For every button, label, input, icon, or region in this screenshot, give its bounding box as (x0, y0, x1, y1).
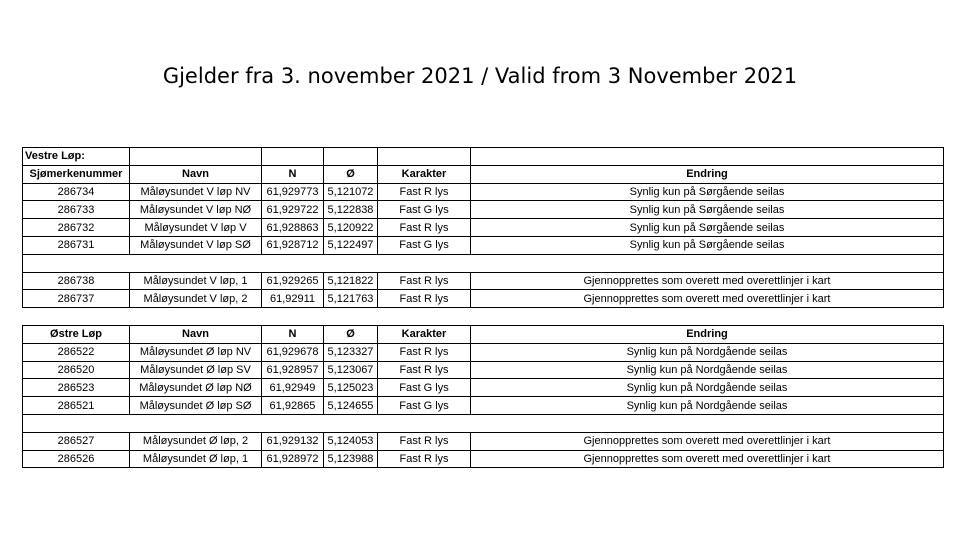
table-row (23, 272, 944, 290)
endring-cell: Synlig kun på Nordgående seilas (471, 397, 944, 415)
karakter-cell: Fast G lys (378, 201, 471, 219)
o-cell: 5,123327 (324, 343, 378, 361)
id-cell: 286523 (23, 379, 130, 397)
o-cell: 5,122838 (324, 201, 378, 219)
column-header-endring: Endring (471, 325, 944, 343)
karakter-cell: Fast R lys (378, 219, 471, 237)
table-row (23, 379, 944, 397)
name-cell: Måløysundet V løp SØ (130, 236, 262, 254)
o-cell: 5,121822 (324, 272, 378, 290)
empty-cell (262, 308, 324, 326)
endring-cell: Synlig kun på Sørgående seilas (471, 219, 944, 237)
table-row (23, 201, 944, 219)
karakter-cell: Fast G lys (378, 236, 471, 254)
column-header-id: Østre Løp (23, 325, 130, 343)
name-cell: Måløysundet V løp NØ (130, 201, 262, 219)
karakter-cell: Fast G lys (378, 379, 471, 397)
name-cell: Måløysundet Ø løp NØ (130, 379, 262, 397)
empty-cell (262, 414, 324, 432)
empty-cell (324, 254, 378, 272)
spacer-row (23, 414, 944, 432)
id-cell: 286526 (23, 450, 130, 468)
column-header-name: Navn (130, 165, 262, 183)
id-cell: 286734 (23, 183, 130, 201)
empty-cell (130, 308, 262, 326)
empty-cell (130, 148, 262, 166)
karakter-cell: Fast R lys (378, 290, 471, 308)
id-cell: 286521 (23, 397, 130, 415)
empty-cell (471, 308, 944, 326)
empty-cell (471, 254, 944, 272)
empty-cell (262, 254, 324, 272)
id-cell: 286733 (23, 201, 130, 219)
id-cell: 286520 (23, 361, 130, 379)
column-header-n: N (262, 325, 324, 343)
column-header-karakter: Karakter (378, 325, 471, 343)
o-cell: 5,124053 (324, 432, 378, 450)
name-cell: Måløysundet Ø løp, 1 (130, 450, 262, 468)
header-row (23, 325, 944, 343)
empty-cell (471, 148, 944, 166)
name-cell: Måløysundet V løp NV (130, 183, 262, 201)
n-cell: 61,928863 (262, 219, 324, 237)
table-row (23, 183, 944, 201)
table-row (23, 290, 944, 308)
empty-cell (23, 254, 130, 272)
name-cell: Måløysundet V løp V (130, 219, 262, 237)
section-label-row (23, 148, 944, 166)
spacer-row (23, 308, 944, 326)
id-cell: 286737 (23, 290, 130, 308)
table-body (23, 148, 944, 468)
n-cell: 61,928957 (262, 361, 324, 379)
empty-cell (324, 414, 378, 432)
table-row (23, 361, 944, 379)
endring-cell: Synlig kun på Sørgående seilas (471, 183, 944, 201)
karakter-cell: Fast R lys (378, 432, 471, 450)
column-header-name: Navn (130, 325, 262, 343)
karakter-cell: Fast R lys (378, 450, 471, 468)
empty-cell (130, 414, 262, 432)
id-cell: 286527 (23, 432, 130, 450)
endring-cell: Gjennopprettes som overett med overettlinjer i kart (471, 450, 944, 468)
o-cell: 5,121763 (324, 290, 378, 308)
table-row (23, 343, 944, 361)
name-cell: Måløysundet Ø løp SV (130, 361, 262, 379)
endring-cell: Gjennopprettes som overett med overettlinjer i kart (471, 272, 944, 290)
o-cell: 5,123067 (324, 361, 378, 379)
empty-cell (23, 308, 130, 326)
id-cell: 286732 (23, 219, 130, 237)
n-cell: 61,929678 (262, 343, 324, 361)
o-cell: 5,120922 (324, 219, 378, 237)
endring-cell: Gjennopprettes som overett med overettlinjer i kart (471, 290, 944, 308)
page-title: Gjelder fra 3. november 2021 / Valid from 3 November 2021 (162, 64, 798, 88)
table-row (23, 397, 944, 415)
karakter-cell: Fast G lys (378, 397, 471, 415)
id-cell: 286522 (23, 343, 130, 361)
table-row (23, 236, 944, 254)
n-cell: 61,92949 (262, 379, 324, 397)
endring-cell: Synlig kun på Sørgående seilas (471, 201, 944, 219)
name-cell: Måløysundet V løp, 1 (130, 272, 262, 290)
column-header-o: Ø (324, 165, 378, 183)
table-row (23, 432, 944, 450)
endring-cell: Synlig kun på Sørgående seilas (471, 236, 944, 254)
column-header-karakter: Karakter (378, 165, 471, 183)
empty-cell (130, 254, 262, 272)
empty-cell (471, 414, 944, 432)
o-cell: 5,125023 (324, 379, 378, 397)
empty-cell (324, 148, 378, 166)
header-row (23, 165, 944, 183)
n-cell: 61,929265 (262, 272, 324, 290)
table-row (23, 450, 944, 468)
name-cell: Måløysundet V løp, 2 (130, 290, 262, 308)
name-cell: Måløysundet Ø løp, 2 (130, 432, 262, 450)
section-label: Vestre Løp: (23, 148, 130, 166)
table-row (23, 219, 944, 237)
name-cell: Måløysundet Ø løp SØ (130, 397, 262, 415)
empty-cell (324, 308, 378, 326)
empty-cell (378, 148, 471, 166)
endring-cell: Synlig kun på Nordgående seilas (471, 379, 944, 397)
column-header-endring: Endring (471, 165, 944, 183)
name-cell: Måløysundet Ø løp NV (130, 343, 262, 361)
navigation-lights-table (22, 147, 944, 468)
empty-cell (378, 308, 471, 326)
empty-cell (378, 414, 471, 432)
n-cell: 61,928712 (262, 236, 324, 254)
karakter-cell: Fast R lys (378, 272, 471, 290)
karakter-cell: Fast R lys (378, 343, 471, 361)
column-header-o: Ø (324, 325, 378, 343)
n-cell: 61,928972 (262, 450, 324, 468)
karakter-cell: Fast R lys (378, 361, 471, 379)
n-cell: 61,92911 (262, 290, 324, 308)
o-cell: 5,124655 (324, 397, 378, 415)
karakter-cell: Fast R lys (378, 183, 471, 201)
column-header-n: N (262, 165, 324, 183)
endring-cell: Synlig kun på Nordgående seilas (471, 343, 944, 361)
o-cell: 5,123988 (324, 450, 378, 468)
id-cell: 286738 (23, 272, 130, 290)
endring-cell: Gjennopprettes som overett med overettlinjer i kart (471, 432, 944, 450)
o-cell: 5,122497 (324, 236, 378, 254)
empty-cell (378, 254, 471, 272)
endring-cell: Synlig kun på Nordgående seilas (471, 361, 944, 379)
empty-cell (23, 414, 130, 432)
n-cell: 61,929722 (262, 201, 324, 219)
n-cell: 61,929773 (262, 183, 324, 201)
n-cell: 61,929132 (262, 432, 324, 450)
spacer-row (23, 254, 944, 272)
id-cell: 286731 (23, 236, 130, 254)
o-cell: 5,121072 (324, 183, 378, 201)
n-cell: 61,92865 (262, 397, 324, 415)
column-header-id: Sjømerkenummer (23, 165, 130, 183)
empty-cell (262, 148, 324, 166)
